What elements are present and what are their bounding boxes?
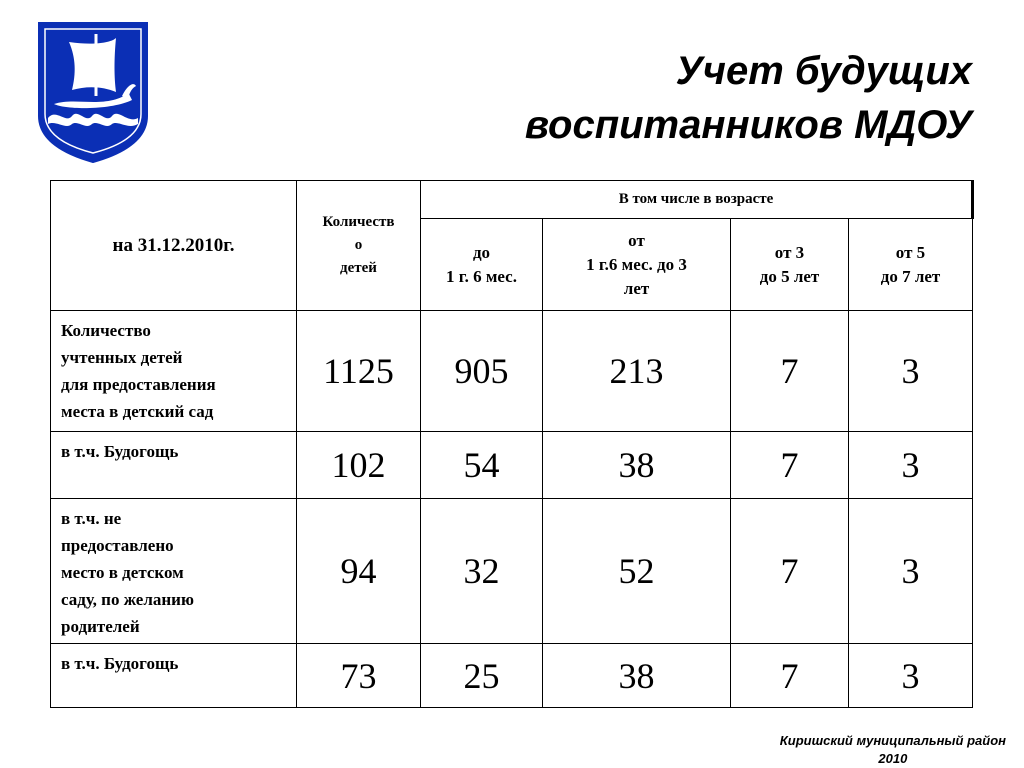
age-header-2: от 1 г.6 мес. до 3 лет: [543, 219, 731, 311]
table-row: [51, 311, 973, 432]
row-label: Количество учтенных детей для предоставления места в детский сад: [51, 311, 297, 432]
age-cell: 3: [849, 311, 973, 432]
age-cell: 3: [849, 644, 973, 708]
footer-line-2: 2010: [878, 751, 908, 766]
age-cell: 32: [421, 499, 543, 644]
age-cell: 25: [421, 644, 543, 708]
count-header-text: Количеств о детей: [322, 214, 395, 276]
age-cell: 7: [731, 499, 849, 644]
page-title: [525, 44, 972, 152]
age-cell: 7: [731, 644, 849, 708]
total-cell: 1125: [297, 311, 421, 432]
age-header-4: от 5 до 7 лет: [849, 219, 973, 311]
coat-of-arms-icon: [36, 20, 150, 164]
row-label: в т.ч. не предоставлено место в детском саду, по желанию родителей: [51, 499, 297, 644]
age-group-header: В том числе в возрасте: [421, 181, 973, 219]
age-cell: 38: [543, 432, 731, 499]
row-label: в т.ч. Будогощь: [51, 432, 297, 499]
age-header-3: от 3 до 5 лет: [731, 219, 849, 311]
age-cell: 52: [543, 499, 731, 644]
age-cell: 213: [543, 311, 731, 432]
total-cell: 73: [297, 644, 421, 708]
age-cell: 3: [849, 432, 973, 499]
age-cell: 7: [731, 311, 849, 432]
statistics-table: [50, 180, 974, 708]
table-row: [51, 644, 973, 708]
table-row: [51, 499, 973, 644]
total-cell: 94: [297, 499, 421, 644]
date-header: на 31.12.2010г.: [51, 181, 297, 311]
age-cell: 54: [421, 432, 543, 499]
title-line-2: воспитанников МДОУ: [524, 103, 972, 147]
age-cell: 38: [543, 644, 731, 708]
age-cell: 3: [849, 499, 973, 644]
title-line-1: Учет будущих: [675, 49, 972, 93]
footer-caption: [780, 732, 1006, 768]
footer-line-1: Киришский муниципальный район: [779, 733, 1006, 748]
row-label: в т.ч. Будогощь: [51, 644, 297, 708]
count-header: [297, 181, 421, 311]
total-cell: 102: [297, 432, 421, 499]
age-cell: 905: [421, 311, 543, 432]
table-row: [51, 432, 973, 499]
age-header-1: до 1 г. 6 мес.: [421, 219, 543, 311]
age-cell: 7: [731, 432, 849, 499]
header-row-1: [51, 181, 973, 219]
